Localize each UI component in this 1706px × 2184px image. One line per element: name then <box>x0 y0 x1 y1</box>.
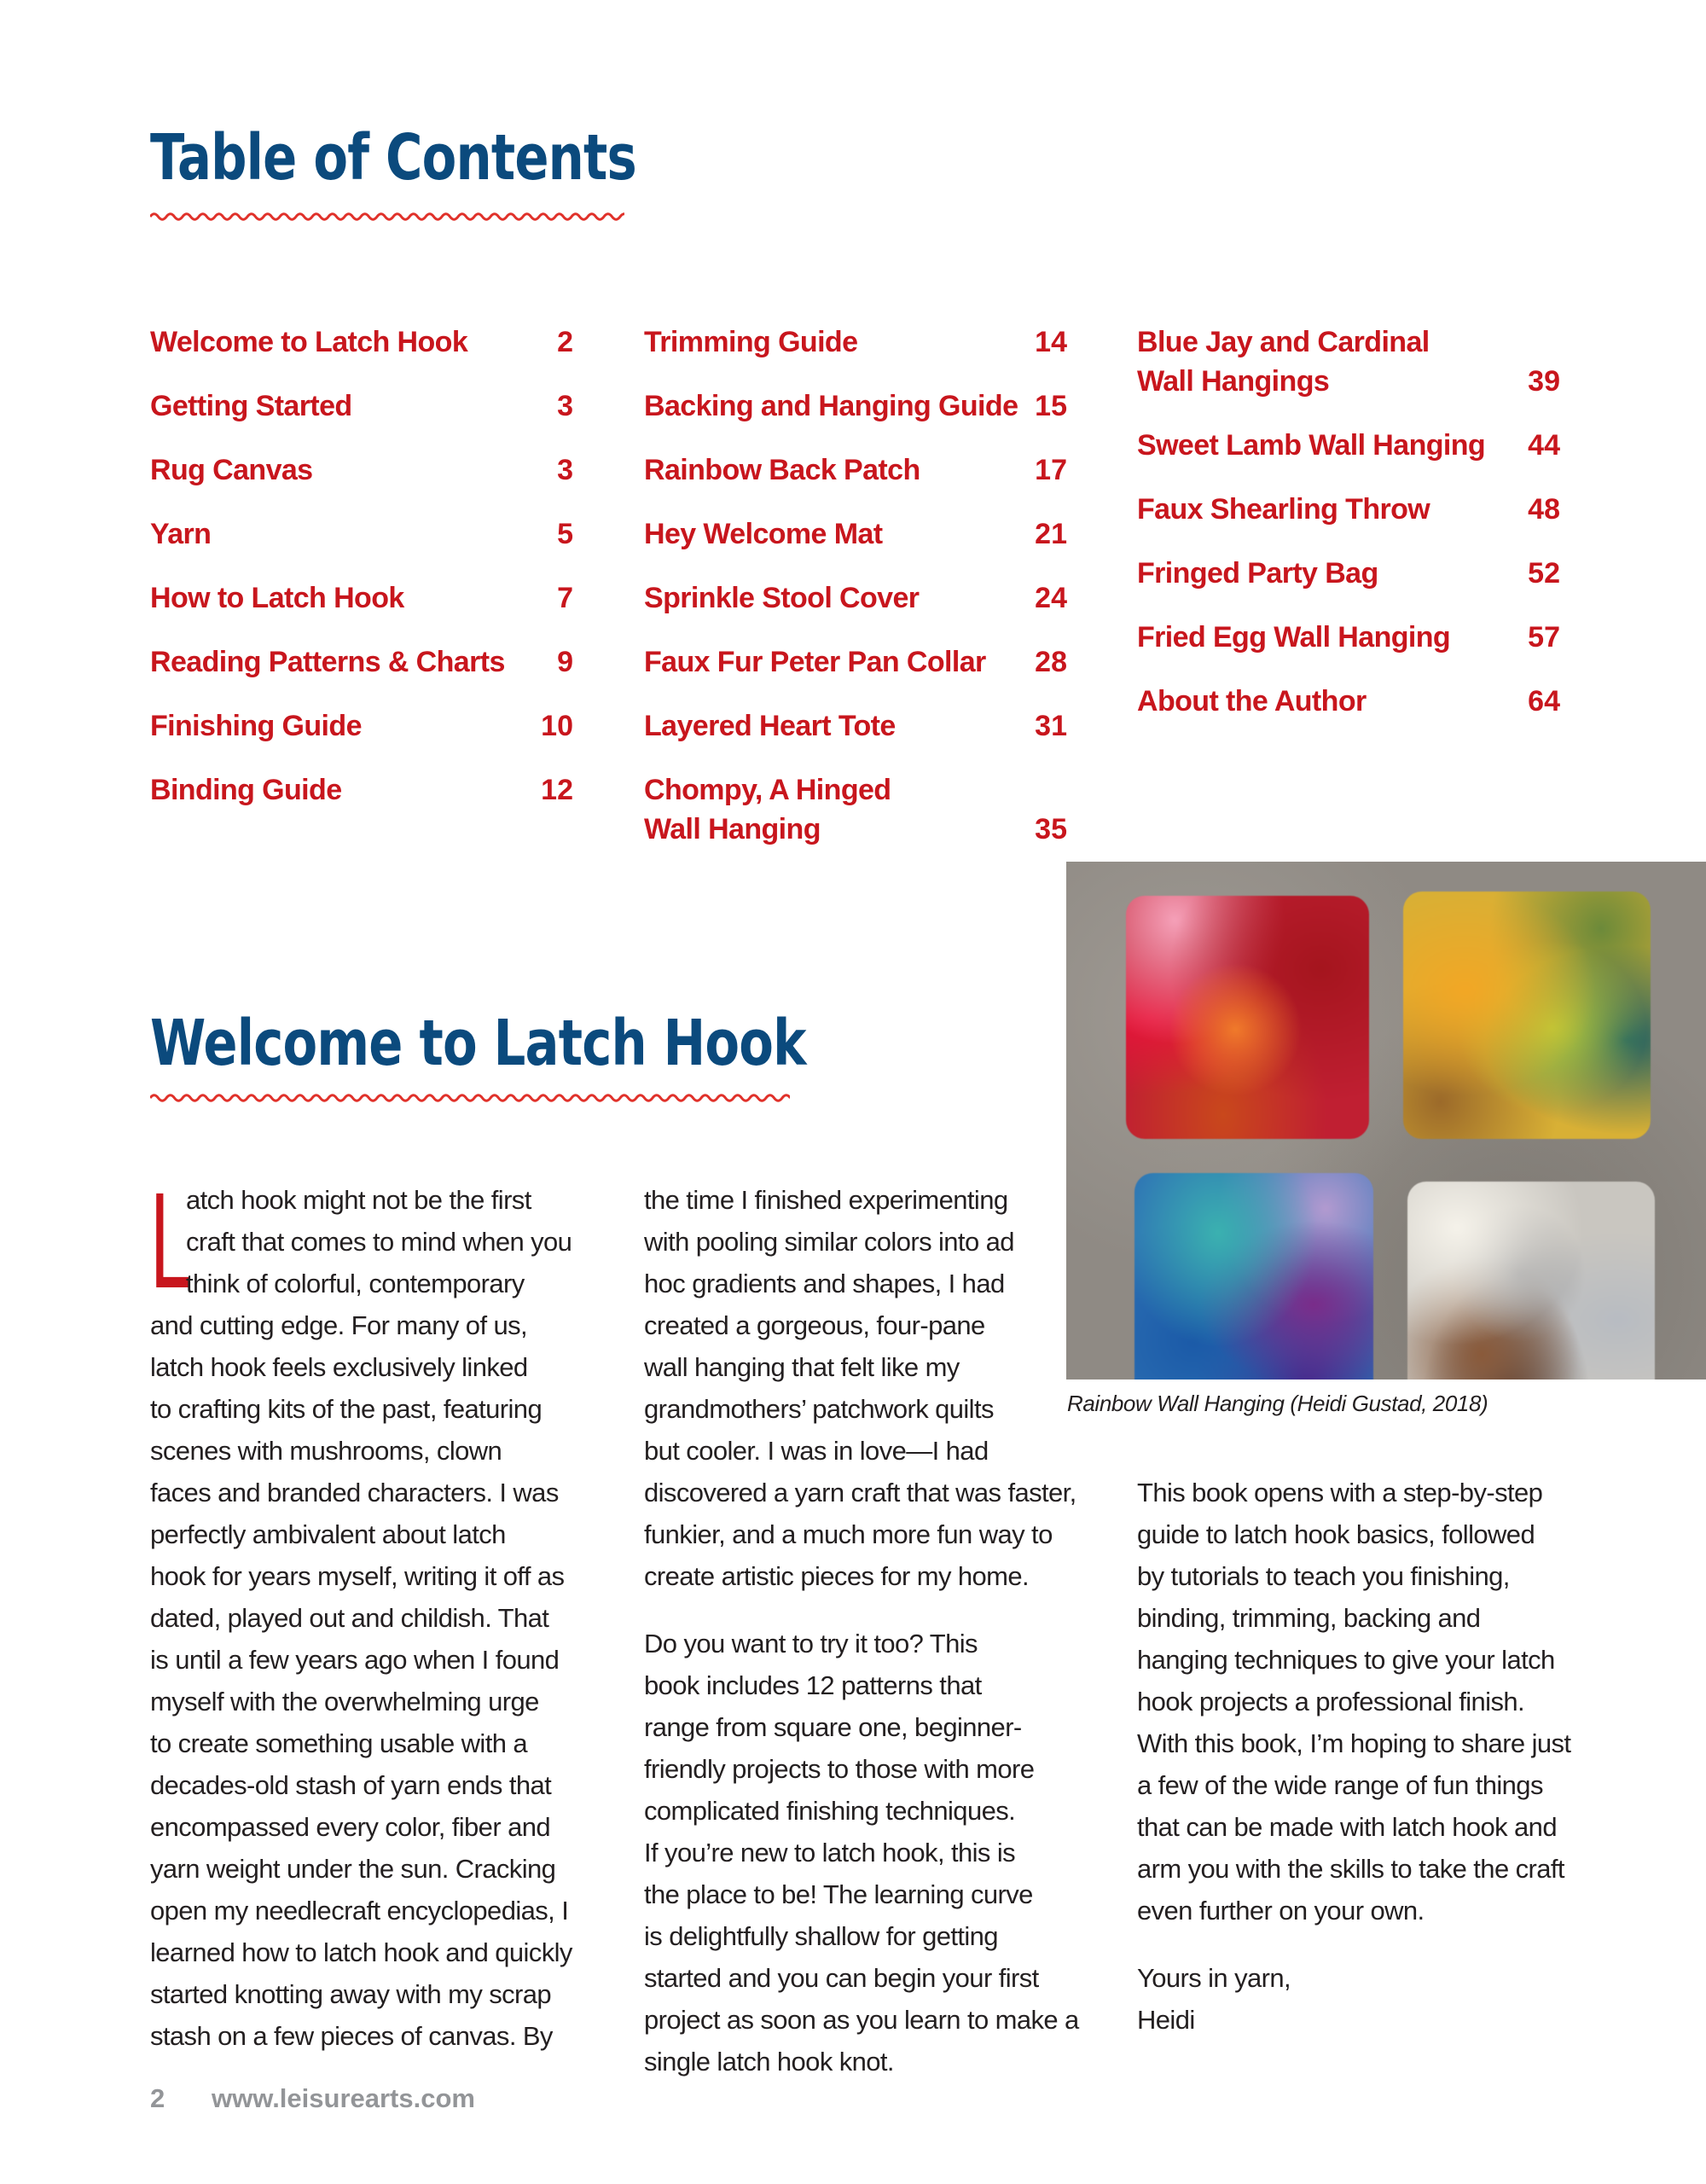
body-text-line: even further on your own. <box>1137 1896 1425 1926</box>
wavy-line <box>150 214 624 219</box>
body-text-line: is delightfully shallow for getting <box>644 1921 998 1951</box>
body-text-line: latch hook feels exclusively linked <box>150 1352 528 1382</box>
toc-entry-title: Fringed Party Bag <box>1137 557 1378 590</box>
toc-entry[interactable] <box>150 450 573 490</box>
toc-entry-page-number: 48 <box>1528 493 1560 526</box>
toc-entry[interactable] <box>1137 682 1560 721</box>
body-text-line: binding, trimming, backing and <box>1137 1603 1481 1633</box>
body-text-line: started and you can begin your first <box>644 1963 1039 1993</box>
toc-entry-title: Getting Started <box>150 390 352 422</box>
body-text-line: guide to latch hook basics, followed <box>1137 1519 1535 1549</box>
toc-entry-page-number: 24 <box>1035 582 1067 614</box>
toc-entry-page-number: 7 <box>557 582 573 614</box>
toc-entry-page-number: 9 <box>557 646 573 678</box>
toc-entry[interactable] <box>644 450 1067 490</box>
toc-entry-page-number: 52 <box>1528 557 1560 590</box>
body-text-line: This book opens with a step-by-step <box>1137 1478 1543 1507</box>
rug-panel-yellow-green <box>1403 892 1651 1139</box>
body-text-line: project as soon as you learn to make a <box>644 2005 1079 2035</box>
toc-entry-title: Sprinkle Stool Cover <box>644 582 920 614</box>
body-text-line: the place to be! The learning curve <box>644 1879 1033 1909</box>
toc-entry-page-number: 21 <box>1035 518 1067 550</box>
body-text-line: and cutting edge. For many of us, <box>150 1310 528 1340</box>
toc-entry-page-number: 64 <box>1528 685 1560 717</box>
wavy-underline-welcome <box>150 1091 790 1105</box>
body-text-line: hook for years myself, writing it off as <box>150 1561 565 1591</box>
wavy-line <box>150 1095 790 1101</box>
toc-entry-page-number: 14 <box>1035 326 1067 358</box>
toc-entry-page-number: 31 <box>1035 710 1067 742</box>
body-text-line: a few of the wide range of fun things <box>1137 1770 1543 1800</box>
toc-entry[interactable] <box>150 322 573 362</box>
wavy-underline-toc <box>150 210 624 224</box>
toc-entry-title: Sweet Lamb Wall Hanging <box>1137 429 1486 462</box>
toc-entry-page-number: 28 <box>1035 646 1067 678</box>
body-text-line: stash on a few pieces of canvas. By <box>150 2021 553 2051</box>
body-text-line: started knotting away with my scrap <box>150 1979 552 2009</box>
toc-entry[interactable] <box>644 578 1067 618</box>
toc-entry-page-number: 39 <box>1528 365 1560 398</box>
rainbow-wall-hanging-photo <box>1066 862 1706 1380</box>
toc-entry[interactable] <box>1137 554 1560 593</box>
rug-panel-neutral <box>1407 1182 1655 1380</box>
toc-entry-title: Faux Fur Peter Pan Collar <box>644 646 986 678</box>
toc-entry-page-number: 5 <box>557 518 573 550</box>
toc-entry-page-number: 12 <box>541 774 573 806</box>
toc-entry[interactable] <box>1137 618 1560 657</box>
toc-entry[interactable] <box>150 770 573 810</box>
toc-entry-title: Hey Welcome Mat <box>644 518 883 550</box>
toc-entry-title: Trimming Guide <box>644 326 858 358</box>
body-text-line: is until a few years ago when I found <box>150 1645 560 1675</box>
toc-entry-title: Fried Egg Wall Hanging <box>1137 621 1451 653</box>
welcome-title: Welcome to Latch Hook <box>150 1007 806 1080</box>
toc-title: Table of Contents <box>150 121 636 195</box>
toc-column-2 <box>644 322 1067 874</box>
body-text-line: the time I finished experimenting <box>644 1185 1008 1215</box>
body-text-line: dated, played out and childish. That <box>150 1603 549 1633</box>
body-text-line: myself with the overwhelming urge <box>150 1687 539 1716</box>
body-text-line: Yours in yarn, <box>1137 1963 1291 1993</box>
toc-entry-title: How to Latch Hook <box>150 582 404 614</box>
body-text-line: If you’re new to latch hook, this is <box>644 1838 1016 1867</box>
body-text-line: With this book, I’m hoping to share just <box>1137 1728 1571 1758</box>
body-text-line: that can be made with latch hook and <box>1137 1812 1557 1842</box>
toc-entry-title: Layered Heart Tote <box>644 710 896 742</box>
toc-entry-page-number: 2 <box>557 326 573 358</box>
body-text-line: created a gorgeous, four-pane <box>644 1310 985 1340</box>
body-text-line: with pooling similar colors into ad <box>644 1227 1014 1257</box>
toc-entry-page-number: 10 <box>541 710 573 742</box>
body-text-line: single latch hook knot. <box>644 2047 894 2077</box>
toc-entry[interactable] <box>644 514 1067 554</box>
body-text-line: learned how to latch hook and quickly <box>150 1937 572 1967</box>
toc-entry[interactable] <box>150 578 573 618</box>
toc-entry[interactable] <box>1137 426 1560 465</box>
body-text-line: think of colorful, contemporary <box>186 1269 525 1298</box>
body-text-line: discovered a yarn craft that was faster, <box>644 1478 1076 1507</box>
body-text-line: yarn weight under the sun. Cracking <box>150 1854 556 1884</box>
toc-entry-title: About the Author <box>1137 685 1367 717</box>
toc-entry-title: Binding Guide <box>150 774 342 806</box>
body-text-line: but cooler. I was in love—I had <box>644 1436 989 1466</box>
paragraph-gap <box>1137 1931 1615 1957</box>
toc-entry[interactable] <box>644 386 1067 426</box>
toc-entry[interactable] <box>150 642 573 682</box>
page-footer <box>150 2083 475 2114</box>
body-column-3 <box>1137 1472 1615 2041</box>
toc-entry[interactable] <box>150 514 573 554</box>
drop-cap: L <box>150 1164 192 1316</box>
body-text-line: decades-old stash of yarn ends that <box>150 1770 552 1800</box>
toc-entry-title: Backing and Hanging Guide <box>644 390 1018 422</box>
toc-entry-page-number: 3 <box>557 390 573 422</box>
toc-entry-page-number: 15 <box>1035 390 1067 422</box>
body-text-line: complicated finishing techniques. <box>644 1796 1016 1826</box>
rug-panel-red <box>1126 896 1369 1139</box>
paragraph-gap <box>644 1597 1105 1623</box>
body-text-line: to crafting kits of the past, featuring <box>150 1394 543 1424</box>
body-text-line: hook projects a professional finish. <box>1137 1687 1524 1716</box>
body-text-line: create artistic pieces for my home. <box>644 1561 1030 1591</box>
toc-entry-title: Faux Shearling Throw <box>1137 493 1430 526</box>
body-text-line: hoc gradients and shapes, I had <box>644 1269 1005 1298</box>
body-text-line: Heidi <box>1137 2005 1195 2035</box>
body-column-2 <box>644 1179 1105 2082</box>
toc-column-1 <box>150 322 573 834</box>
toc-entry-title: Reading Patterns & Charts <box>150 646 505 678</box>
body-text-line: atch hook might not be the first <box>186 1185 531 1215</box>
body-text-line: faces and branded characters. I was <box>150 1478 559 1507</box>
toc-entry[interactable] <box>644 642 1067 682</box>
body-text-line: funkier, and a much more fun way to <box>644 1519 1053 1549</box>
toc-entry-title: Rug Canvas <box>150 454 313 486</box>
body-text-line: open my needlecraft encyclopedias, I <box>150 1896 569 1926</box>
body-text-line: book includes 12 patterns that <box>644 1670 982 1700</box>
toc-entry[interactable] <box>644 706 1067 746</box>
toc-column-3 <box>1137 322 1560 746</box>
photo-caption: Rainbow Wall Hanging (Heidi Gustad, 2018) <box>1067 1391 1488 1416</box>
toc-entry[interactable] <box>1137 322 1560 401</box>
toc-entry-page-number: 35 <box>1035 813 1067 845</box>
body-text-line: encompassed every color, fiber and <box>150 1812 550 1842</box>
toc-entry-title: Blue Jay and Cardinal Wall Hangings <box>1137 326 1430 398</box>
body-text-line: scenes with mushrooms, clown <box>150 1436 502 1466</box>
body-text-line: grandmothers’ patchwork quilts <box>644 1394 994 1424</box>
toc-entry-page-number: 57 <box>1528 621 1560 653</box>
footer-website-link[interactable]: www.leisurearts.com <box>212 2083 475 2113</box>
toc-entry[interactable] <box>644 770 1067 849</box>
toc-entry-title: Finishing Guide <box>150 710 362 742</box>
toc-entry[interactable] <box>1137 490 1560 529</box>
body-text-line: craft that comes to mind when you <box>186 1227 572 1257</box>
footer-page-number: 2 <box>150 2083 165 2113</box>
body-text-line: friendly projects to those with more <box>644 1754 1035 1784</box>
body-text-line: by tutorials to teach you finishing, <box>1137 1561 1510 1591</box>
toc-entry-title: Rainbow Back Patch <box>644 454 920 486</box>
toc-entry-page-number: 3 <box>557 454 573 486</box>
toc-entry[interactable] <box>150 706 573 746</box>
toc-entry-page-number: 17 <box>1035 454 1067 486</box>
body-text-line: perfectly ambivalent about latch <box>150 1519 506 1549</box>
body-column-1 <box>150 1164 611 2057</box>
rug-panel-blue-purple <box>1134 1173 1373 1380</box>
toc-entry[interactable] <box>644 322 1067 362</box>
body-text-line: range from square one, beginner- <box>644 1712 1022 1742</box>
body-text-line: hanging techniques to give your latch <box>1137 1645 1555 1675</box>
toc-entry[interactable] <box>150 386 573 426</box>
toc-entry-page-number: 44 <box>1528 429 1560 462</box>
toc-entry-title: Yarn <box>150 518 212 550</box>
toc-entry-title: Chompy, A Hinged Wall Hanging <box>644 774 891 845</box>
toc-entry-title: Welcome to Latch Hook <box>150 326 468 358</box>
body-text-line: to create something usable with a <box>150 1728 528 1758</box>
body-text-line: wall hanging that felt like my <box>644 1352 960 1382</box>
body-text-line: Do you want to try it too? This <box>644 1629 978 1658</box>
body-text-line: arm you with the skills to take the craft <box>1137 1854 1564 1884</box>
